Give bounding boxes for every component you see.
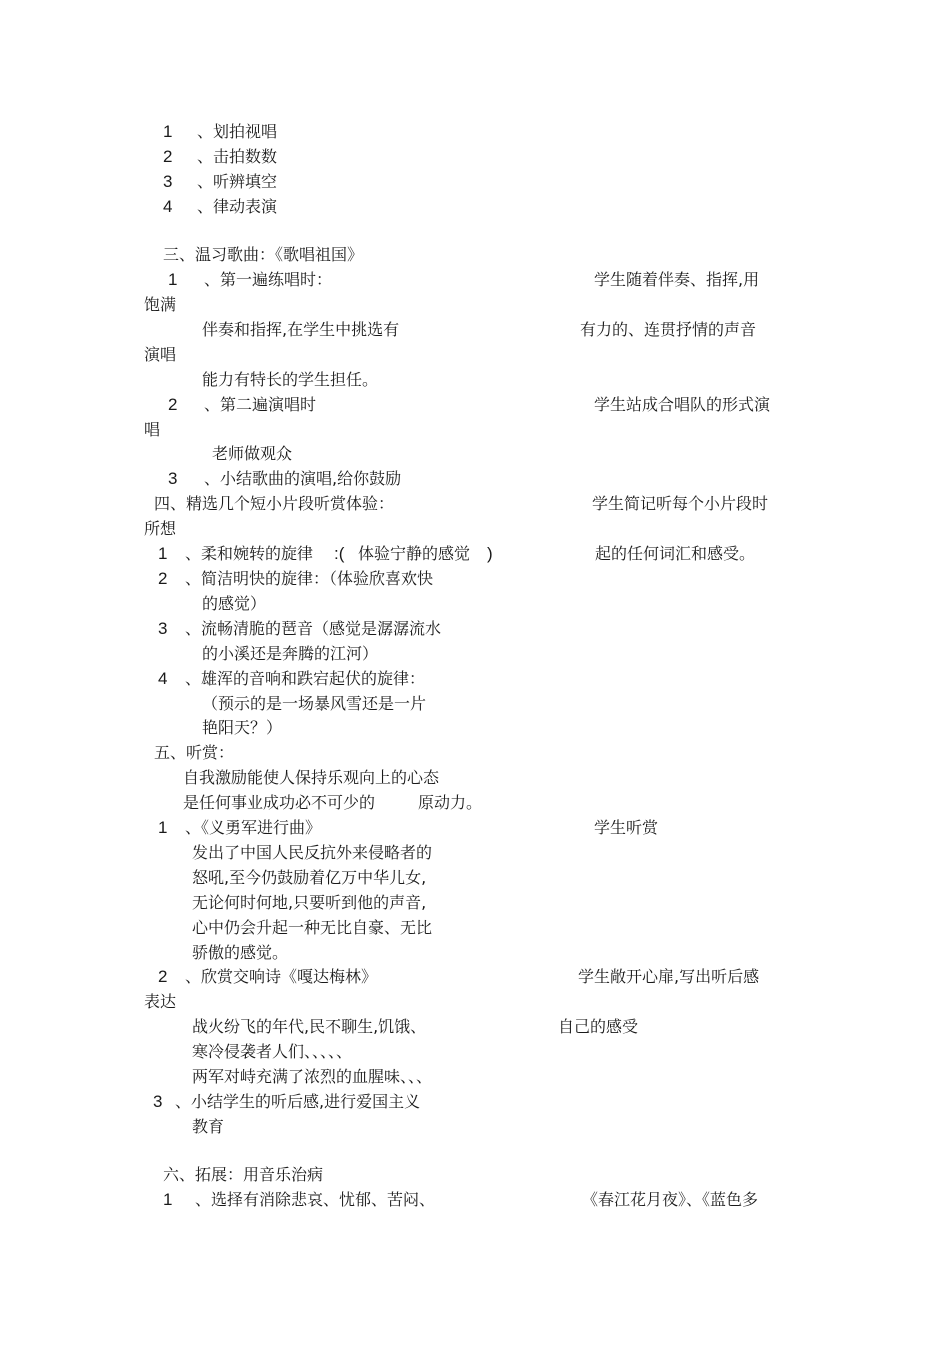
- section-heading-four: 四、精选几个短小片段听赏体验：: [154, 494, 395, 513]
- list-number: 2: [163, 147, 173, 166]
- body-text: 两军对峙充满了浓烈的血腥味、、、: [192, 1067, 433, 1086]
- list-number: 1: [158, 544, 168, 563]
- section-heading-five: 五、听赏：: [154, 743, 235, 762]
- body-text: 的感觉）: [202, 594, 267, 613]
- student-activity-text: 学生简记听每个小片段时: [592, 494, 769, 513]
- paren-open: :(: [334, 544, 345, 563]
- wrapped-text: 表达: [144, 992, 177, 1011]
- list-number: 1: [158, 818, 168, 837]
- body-text: 自我激励能使人保持乐观向上的心态: [183, 768, 440, 787]
- student-activity-text: 学生随着伴奏、指挥,用: [594, 270, 760, 289]
- section-heading-six: 六、拓展：用音乐治病: [163, 1165, 324, 1184]
- list-number: 4: [158, 669, 168, 688]
- body-text: 伴奏和指挥,在学生中挑选有: [202, 320, 400, 339]
- list-item-text: 、划拍视唱: [197, 122, 278, 141]
- body-text: 能力有特长的学生担任。: [202, 370, 379, 389]
- list-item-text: 、小结歌曲的演唱,给你鼓励: [204, 469, 402, 488]
- list-number: 3: [168, 469, 178, 488]
- list-number: 1: [168, 270, 178, 289]
- body-text: 原动力。: [418, 793, 483, 812]
- body-text: 艳阳天？）: [202, 718, 283, 737]
- list-item-text: 、流畅清脆的琶音（感觉是潺潺流水: [185, 619, 442, 638]
- list-number: 2: [158, 967, 168, 986]
- list-item-text: 、小结学生的听后感,进行爱国主义: [175, 1092, 421, 1111]
- student-activity-text: 《春江花月夜》、《蓝色多: [582, 1190, 759, 1209]
- body-text: 战火纷飞的年代,民不聊生,饥饿、: [192, 1017, 427, 1036]
- list-number: 1: [163, 122, 173, 141]
- wrapped-text: 所想: [144, 519, 177, 538]
- list-number: 2: [158, 569, 168, 588]
- list-item-text: 、雄浑的音响和跌宕起伏的旋律：: [185, 669, 426, 688]
- list-number: 3: [153, 1092, 163, 1111]
- body-text: 骄傲的感觉。: [192, 943, 289, 962]
- list-number: 3: [163, 172, 173, 191]
- wrapped-text: 饱满: [144, 295, 177, 314]
- list-item-text: 、欣赏交响诗《嘎达梅林》: [185, 967, 378, 986]
- body-text: 无论何时何地,只要听到他的声音,: [192, 893, 427, 912]
- section-heading-three: 三、温习歌曲：《歌唱祖国》: [163, 245, 364, 264]
- list-item-text: 、选择有消除悲哀、忧郁、苦闷、: [195, 1190, 436, 1209]
- list-item-text: 、《义勇军进行曲》: [185, 818, 322, 837]
- body-text: 心中仍会升起一种无比自豪、无比: [192, 918, 433, 937]
- wrapped-text: 演唱: [144, 345, 177, 364]
- student-activity-text: 自己的感受: [558, 1017, 639, 1036]
- body-text: 发出了中国人民反抗外来侵略者的: [192, 843, 433, 862]
- student-activity-text: 起的任何词汇和感受。: [595, 544, 756, 563]
- list-item-text: 、柔和婉转的旋律: [185, 544, 314, 563]
- body-text: 教育: [192, 1117, 225, 1136]
- list-item-text: 、第二遍演唱时: [204, 395, 317, 414]
- list-number: 4: [163, 197, 173, 216]
- student-activity-text: 有力的、连贯抒情的声音: [580, 320, 757, 339]
- paren-close: ): [487, 544, 493, 563]
- list-item-text: 、击拍数数: [197, 147, 278, 166]
- list-item-text: 体验宁静的感觉: [358, 544, 471, 563]
- student-activity-text: 学生听赏: [594, 818, 659, 837]
- student-activity-text: 学生站成合唱队的形式演: [594, 395, 771, 414]
- body-text: （预示的是一场暴风雪还是一片: [202, 694, 427, 713]
- body-text: 怒吼,至今仍鼓励着亿万中华儿女,: [192, 868, 427, 887]
- list-item-text: 、简洁明快的旋律：（体验欣喜欢快: [185, 569, 434, 588]
- body-text: 寒冷侵袭者人们、、、、、: [192, 1042, 353, 1061]
- list-number: 1: [163, 1190, 173, 1209]
- list-number: 2: [168, 395, 178, 414]
- list-item-text: 、第一遍练唱时：: [204, 270, 333, 289]
- list-item-text: 、听辨填空: [197, 172, 278, 191]
- body-text: 老师做观众: [212, 444, 293, 463]
- wrapped-text: 唱: [144, 420, 161, 439]
- student-activity-text: 学生敞开心扉,写出听后感: [578, 967, 760, 986]
- list-item-text: 、律动表演: [197, 197, 278, 216]
- body-text: 的小溪还是奔腾的江河）: [202, 644, 379, 663]
- list-number: 3: [158, 619, 168, 638]
- body-text: 是任何事业成功必不可少的: [183, 793, 376, 812]
